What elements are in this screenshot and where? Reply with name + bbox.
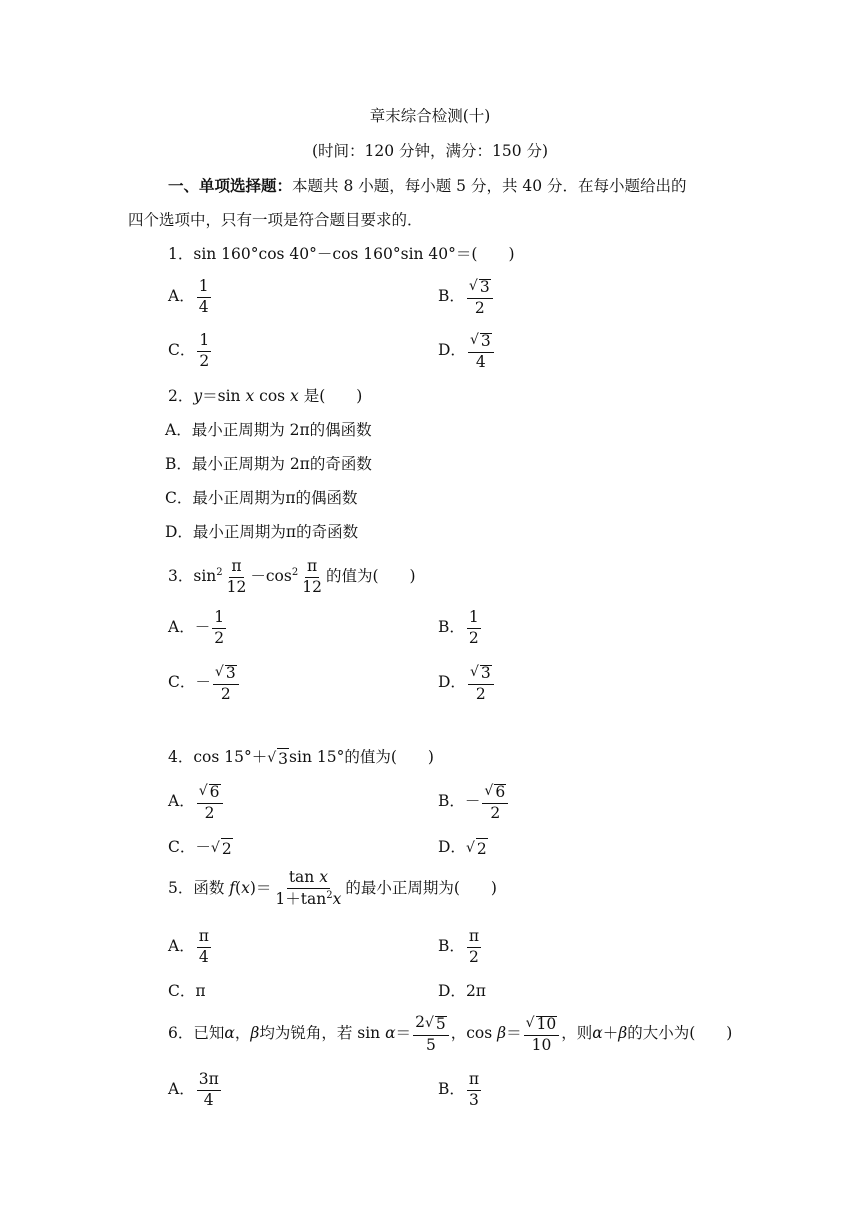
q2-number: 2．	[168, 387, 194, 405]
sqrt	[484, 784, 506, 801]
var-x: x	[332, 890, 342, 909]
fraction	[197, 929, 211, 965]
q6-option-a	[168, 1069, 223, 1109]
numerator: 1	[212, 610, 226, 629]
fraction	[467, 278, 493, 316]
option-label: A．	[168, 792, 195, 810]
option-value: π	[195, 982, 206, 1000]
denominator: 2	[214, 628, 225, 647]
radical-sign: √	[484, 783, 494, 799]
denominator: 2	[490, 803, 501, 822]
sqrt	[199, 784, 221, 801]
var-beta: β	[250, 1024, 260, 1042]
radicand: 2	[221, 840, 232, 858]
option-label: D．	[438, 982, 466, 1000]
page-subtitle: (时间：120 分钟，满分：150 分)	[311, 142, 549, 160]
radicand: 3	[278, 750, 289, 768]
denominator	[273, 889, 343, 908]
sqrt	[425, 1016, 447, 1033]
radical-sign: √	[267, 750, 277, 766]
var-alpha: α	[592, 1024, 603, 1042]
q2-text: ＝sin	[202, 387, 246, 405]
option-label: A．	[168, 287, 195, 305]
radical-sign: √	[210, 840, 220, 856]
q2-option-d: D．最小正周期为π的奇函数	[165, 523, 359, 541]
numerator: π	[229, 559, 243, 578]
fraction	[197, 1072, 221, 1108]
option-value: 2π	[465, 982, 486, 1000]
fraction	[273, 870, 343, 907]
q5-text: 5．函数	[168, 879, 230, 897]
denominator: 2	[468, 628, 479, 647]
q6-text: ＝	[395, 1024, 412, 1042]
fraction	[197, 333, 211, 369]
fraction	[212, 610, 226, 646]
var-alpha: α	[385, 1024, 396, 1042]
num-text: tan	[288, 868, 320, 887]
question-1-stem: 1．sin 160°cos 40°－cos 160°sin 40°＝( )	[168, 245, 515, 263]
q4-option-c	[168, 837, 233, 859]
option-label: C．	[168, 341, 196, 359]
fraction	[225, 559, 249, 595]
denominator: 10	[531, 1035, 552, 1054]
denominator: 5	[425, 1035, 436, 1054]
option-label: A．	[168, 1080, 195, 1098]
q3-text: 3．sin	[168, 567, 217, 586]
q1-option-b	[438, 276, 495, 316]
exponent: 2	[326, 889, 333, 901]
sqrt	[469, 279, 491, 296]
fraction	[413, 1015, 449, 1053]
fraction	[300, 559, 324, 595]
var-x: x	[290, 387, 299, 405]
option-label: A．	[168, 618, 195, 636]
q5-text: (	[235, 879, 242, 897]
option-label: D．	[438, 341, 466, 359]
q6-text: ，	[234, 1024, 251, 1042]
q3-text: 的值为( )	[325, 567, 416, 586]
radical-sign: √	[468, 278, 478, 294]
var-x: x	[241, 879, 250, 897]
radical-sign: √	[469, 664, 479, 680]
denominator: 3	[469, 1090, 479, 1109]
q1-option-a	[168, 276, 213, 316]
fraction	[213, 664, 239, 702]
var-beta: β	[497, 1024, 507, 1042]
sqrt	[470, 333, 492, 350]
option-label: A．	[168, 937, 195, 955]
denominator: 4	[198, 947, 209, 966]
q6-text: 的大小为( )	[627, 1024, 733, 1042]
q6-text: 6．已知	[168, 1024, 225, 1042]
radicand: 6	[495, 783, 506, 801]
q6-option-b	[438, 1069, 483, 1109]
radical-sign: √	[424, 1015, 434, 1031]
q5-option-b	[438, 926, 483, 966]
radicand: 3	[479, 278, 490, 296]
option-label: C．	[168, 673, 196, 691]
denominator: 4	[203, 1090, 214, 1109]
numerator	[413, 1015, 449, 1036]
denominator: 2	[204, 803, 215, 822]
q2-option-b: B．最小正周期为 2π的奇函数	[165, 455, 372, 473]
numerator	[482, 783, 508, 804]
fraction	[467, 610, 481, 646]
q4-text: sin 15°的值为( )	[289, 748, 434, 766]
denominator: 12	[302, 577, 322, 596]
fraction	[468, 664, 494, 702]
question-5-stem	[168, 868, 497, 908]
q6-text: ＝	[506, 1024, 522, 1042]
var-f: f	[229, 879, 236, 897]
numerator	[524, 1015, 560, 1036]
q3-option-d	[438, 662, 496, 702]
denominator: 2	[469, 947, 479, 966]
q3-option-c	[168, 662, 241, 702]
q2-text: cos	[254, 387, 291, 405]
radicand: 2	[476, 840, 487, 858]
var-x: x	[319, 868, 328, 887]
q1-option-c	[168, 330, 213, 370]
sqrt	[526, 1016, 558, 1033]
option-label: D．	[438, 673, 466, 691]
q6-text: ＋	[602, 1024, 619, 1042]
radical-sign: √	[469, 332, 479, 348]
numerator	[467, 278, 493, 299]
denominator: 12	[226, 577, 247, 596]
q2-text: 是( )	[298, 387, 363, 405]
option-label: C．	[168, 982, 196, 1000]
radical-sign: √	[465, 840, 475, 856]
minus-sign: －	[195, 673, 211, 691]
denominator: 2	[474, 298, 485, 317]
numerator: 1	[197, 279, 211, 298]
q3-option-a	[168, 607, 228, 647]
option-label: B．	[438, 287, 465, 305]
numerator: π	[467, 929, 481, 948]
q6-text: 均为锐角，若 sin	[259, 1024, 386, 1042]
q3-text: －cos	[250, 567, 292, 586]
question-4-stem	[168, 747, 434, 769]
option-label: B．	[438, 618, 465, 636]
radicand: 3	[480, 332, 491, 350]
radicand: 3	[480, 664, 491, 682]
q1-option-d	[438, 330, 496, 370]
fraction	[468, 332, 494, 370]
section-intro-line2: 四个选项中，只有一项是符合题目要求的．	[128, 211, 423, 229]
section-heading: 一、单项选择题：	[168, 176, 293, 195]
radicand: 5	[435, 1015, 446, 1033]
q2-option-a: A．最小正周期为 2π的偶函数	[165, 421, 372, 439]
q4-option-d	[438, 837, 488, 859]
numerator	[213, 664, 239, 685]
question-6-stem	[168, 1013, 732, 1053]
var-x: x	[245, 387, 255, 405]
exponent: 2	[216, 567, 223, 578]
numerator: 1	[197, 333, 211, 352]
section-intro-text: 本题共 8 小题，每小题 5 分，共 40 分．在每小题给出的	[292, 177, 687, 195]
sqrt	[466, 838, 488, 859]
option-label: B．	[438, 1080, 465, 1098]
q3-option-b	[438, 607, 483, 647]
radicand: 6	[209, 783, 220, 801]
numerator	[197, 783, 223, 804]
q5-option-c	[168, 981, 206, 1001]
var-alpha: α	[224, 1024, 235, 1042]
sqrt	[211, 838, 233, 859]
q5-option-d	[438, 981, 486, 1001]
numerator: 1	[467, 610, 481, 629]
radicand: 10	[536, 1015, 557, 1033]
fraction	[482, 783, 508, 821]
q4-option-b	[438, 781, 510, 821]
minus-sign: －	[464, 792, 481, 810]
minus-sign: －	[195, 838, 211, 856]
numerator: π	[467, 1072, 481, 1091]
q2-option-c: C．最小正周期为π的偶函数	[165, 489, 358, 507]
denominator: 2	[475, 684, 486, 703]
numerator	[468, 332, 494, 353]
sqrt	[267, 748, 289, 769]
coefficient: 2	[415, 1013, 425, 1031]
numerator	[287, 870, 330, 889]
radical-sign: √	[214, 664, 224, 680]
exponent: 2	[291, 567, 299, 578]
q6-text: ，则	[561, 1024, 593, 1042]
numerator: 3π	[197, 1072, 221, 1091]
fraction	[467, 1072, 481, 1108]
minus-sign: －	[194, 618, 211, 636]
q6-text: ，cos	[450, 1024, 498, 1042]
denominator: 4	[198, 297, 209, 316]
section-intro-line1	[168, 176, 687, 196]
q4-text: 4．cos 15°＋	[168, 748, 268, 766]
var-beta: β	[618, 1024, 628, 1042]
fraction	[197, 783, 223, 821]
fraction	[197, 279, 211, 315]
fraction	[467, 929, 481, 965]
denominator: 4	[475, 352, 486, 371]
denominator: 2	[199, 351, 210, 370]
option-label: D．	[438, 838, 466, 856]
radical-sign: √	[198, 783, 208, 799]
radicand: 3	[225, 664, 236, 682]
option-label: B．	[438, 792, 465, 810]
q4-option-a	[168, 781, 225, 821]
sqrt	[215, 665, 237, 682]
page-title: 章末综合检测(十)	[369, 107, 491, 125]
option-label: B．	[438, 937, 465, 955]
var-y: y	[193, 387, 203, 405]
question-2-stem	[168, 386, 362, 406]
q5-text: 的最小正周期为( )	[345, 879, 497, 897]
q5-text: )＝	[249, 879, 272, 897]
fraction	[524, 1015, 560, 1053]
sqrt	[470, 665, 492, 682]
numerator	[468, 664, 494, 685]
option-label: C．	[168, 838, 196, 856]
radical-sign: √	[525, 1015, 535, 1031]
numerator: π	[305, 559, 319, 578]
denominator: 2	[220, 684, 231, 703]
den-text: 1＋tan	[275, 890, 327, 909]
question-3-stem	[168, 553, 416, 596]
numerator: π	[197, 929, 211, 948]
q5-option-a	[168, 926, 213, 966]
